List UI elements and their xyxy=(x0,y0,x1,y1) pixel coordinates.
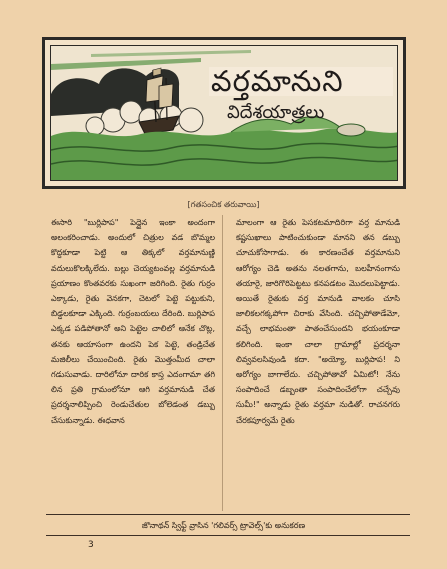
footer-rule-bottom xyxy=(46,535,410,536)
sea xyxy=(51,128,398,181)
column-divider xyxy=(222,215,223,511)
continuation-caption: [గతసంచిక తరువాయి] xyxy=(187,200,260,209)
footer-credit: జొనాథన్ స్విఫ్ట్ వ్రాసిన 'గలివర్స్ ట్రావెల్స్'కు అనుకరణ xyxy=(141,521,306,530)
title-banner xyxy=(42,37,406,189)
footer-rule-top xyxy=(46,514,410,515)
article-column-left xyxy=(51,215,215,511)
banner-subtitle: విదేశయాత్రలు xyxy=(227,102,325,123)
banner-illustration xyxy=(50,45,398,181)
article-column-right xyxy=(236,215,400,511)
article-text-right: మాలంగా ఆ రైతు పెసకటమాదిరిగా వర్త మానుడి కష్టసుఖాలు పాటించుకుండా మానని తన డబ్బు చూచుకోసాగాడు. ఈ కారణంచేత వర్తమానుని ఆరోగ్యం చెడి అతను నలతగాను, బలహీనంగాను తయారై, జారిగొరిపెట్టటు కనపడటం మొదలుపెట్టాడు. అయితే రైతుకు వర్త మానుడి వాలకం చూసి జాలికలగక్కపోగా చిరాకు వేసింది. చచ్చిపోతాడేమో, వచ్చే లాభమంతా పాతంచేసుందని భయంకూడా కలిగింది. ఇంకా చాలా గ్రామాల్లో ప్రదర్శనా లివ్వవలసివుండి కదా. "అయ్యో, బుర్లిపాప! ని అరోగ్యం బాగాలేదు. చచ్చిపోతావో ఏమిటో! నేను సంపాదించే డబ్బంతా సంపాదించేలోగా చచ్చేవు సుమీ!" అన్నాడు రైతు వర్తమా నుడితో. రాచనగరు చేరకపూర్వమే రైతు xyxy=(236,218,400,425)
distant-rock xyxy=(337,124,365,136)
article-text-left: ఈసారి "బుర్లిపాప" పెద్దైన ఇంకా అందంగా అలంకరించాడు. అందులో చిత్రుల వడ బొమ్మల కొద్దకూడా పెట్టి ఆ తిక్కలో వర్తమానుణ్ణి వదులుకొలక్కిలేదు. బల్లు చెయ్యటంవల్ల వర్తమానుడి ప్రయాణం కొంతవరకు సుఖంగా జరిగింది. రైతు గుర్రం ఎక్కాడు, రైతు వెనకగా, చెటలో పెట్టె పట్టుకుని, బిడ్డలకూడా ఎక్కింది. గుర్రంబయలు దేరింది. బుర్లిపాప ఎక్కడ పడిపోతానో అని పెట్టెల చాలిలో ఆనేక చొట్ల, తనకు ఆయాసంగా ఉందని పెక పెట్టె, తండ్రిచేత మజిలీలు చేయించింది. రైతు మొత్తంమీద చాలా గడుసువాడు. దారిలోనూ దారిక కాస్త ఎదంగామా తగి లిన ప్రతి గ్రామంలోనూ ఆగి వర్తమానుడి చేత ప్రదర్శనాలిప్పించి రెండుచేతుల బోలెడంత డబ్బు చేసుకున్నాడు. ఈధవాన xyxy=(51,218,215,425)
banner-title: వర్తమానుని xyxy=(209,67,393,96)
page-number: 3 xyxy=(88,540,94,550)
